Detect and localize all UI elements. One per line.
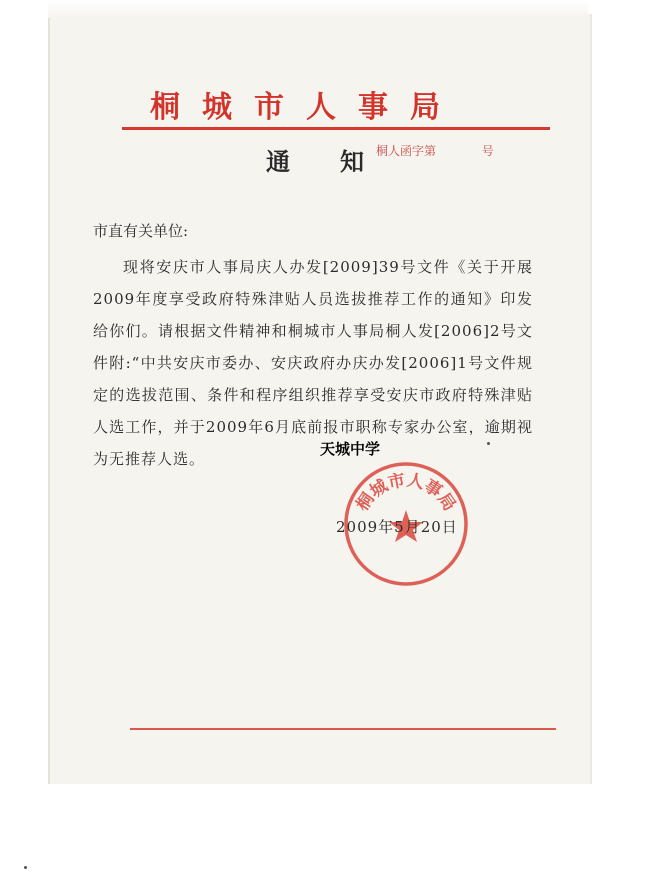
footer-red-rule [130,728,556,730]
org-title: 桐城市人事局 [150,90,462,125]
paper-edge [48,0,588,18]
seal-text: 桐城市人事局 [352,470,460,515]
salutation: 市直有关单位: [93,222,189,240]
issue-date: 2009年5月20日 [336,518,458,536]
notice-title: 通知 [266,147,414,176]
scan-speck [24,866,27,869]
header-red-rule [122,127,550,130]
scan-speck [487,442,490,445]
overlay-school-name: 天城中学 [320,440,381,458]
body-paragraph: 现将安庆市人事局庆人办发[2009]39号文件《关于开展2009年度享受政府特殊津贴人员选拔推荐工作的通知》印发给你们。请根据文件精神和桐城市人事局桐人发[2006]2号文件附:“中共安庆市委办、安庆政府办庆办发[2006]1号文件规定的选拔范围、条件和程序组织推荐享受安庆市政府特殊津贴人选工作，并于2009年6月底前报市职称专家办公室，逾期视为无推荐人选。 [93,258,533,468]
document-number: 桐人函字第 号 [376,144,494,158]
